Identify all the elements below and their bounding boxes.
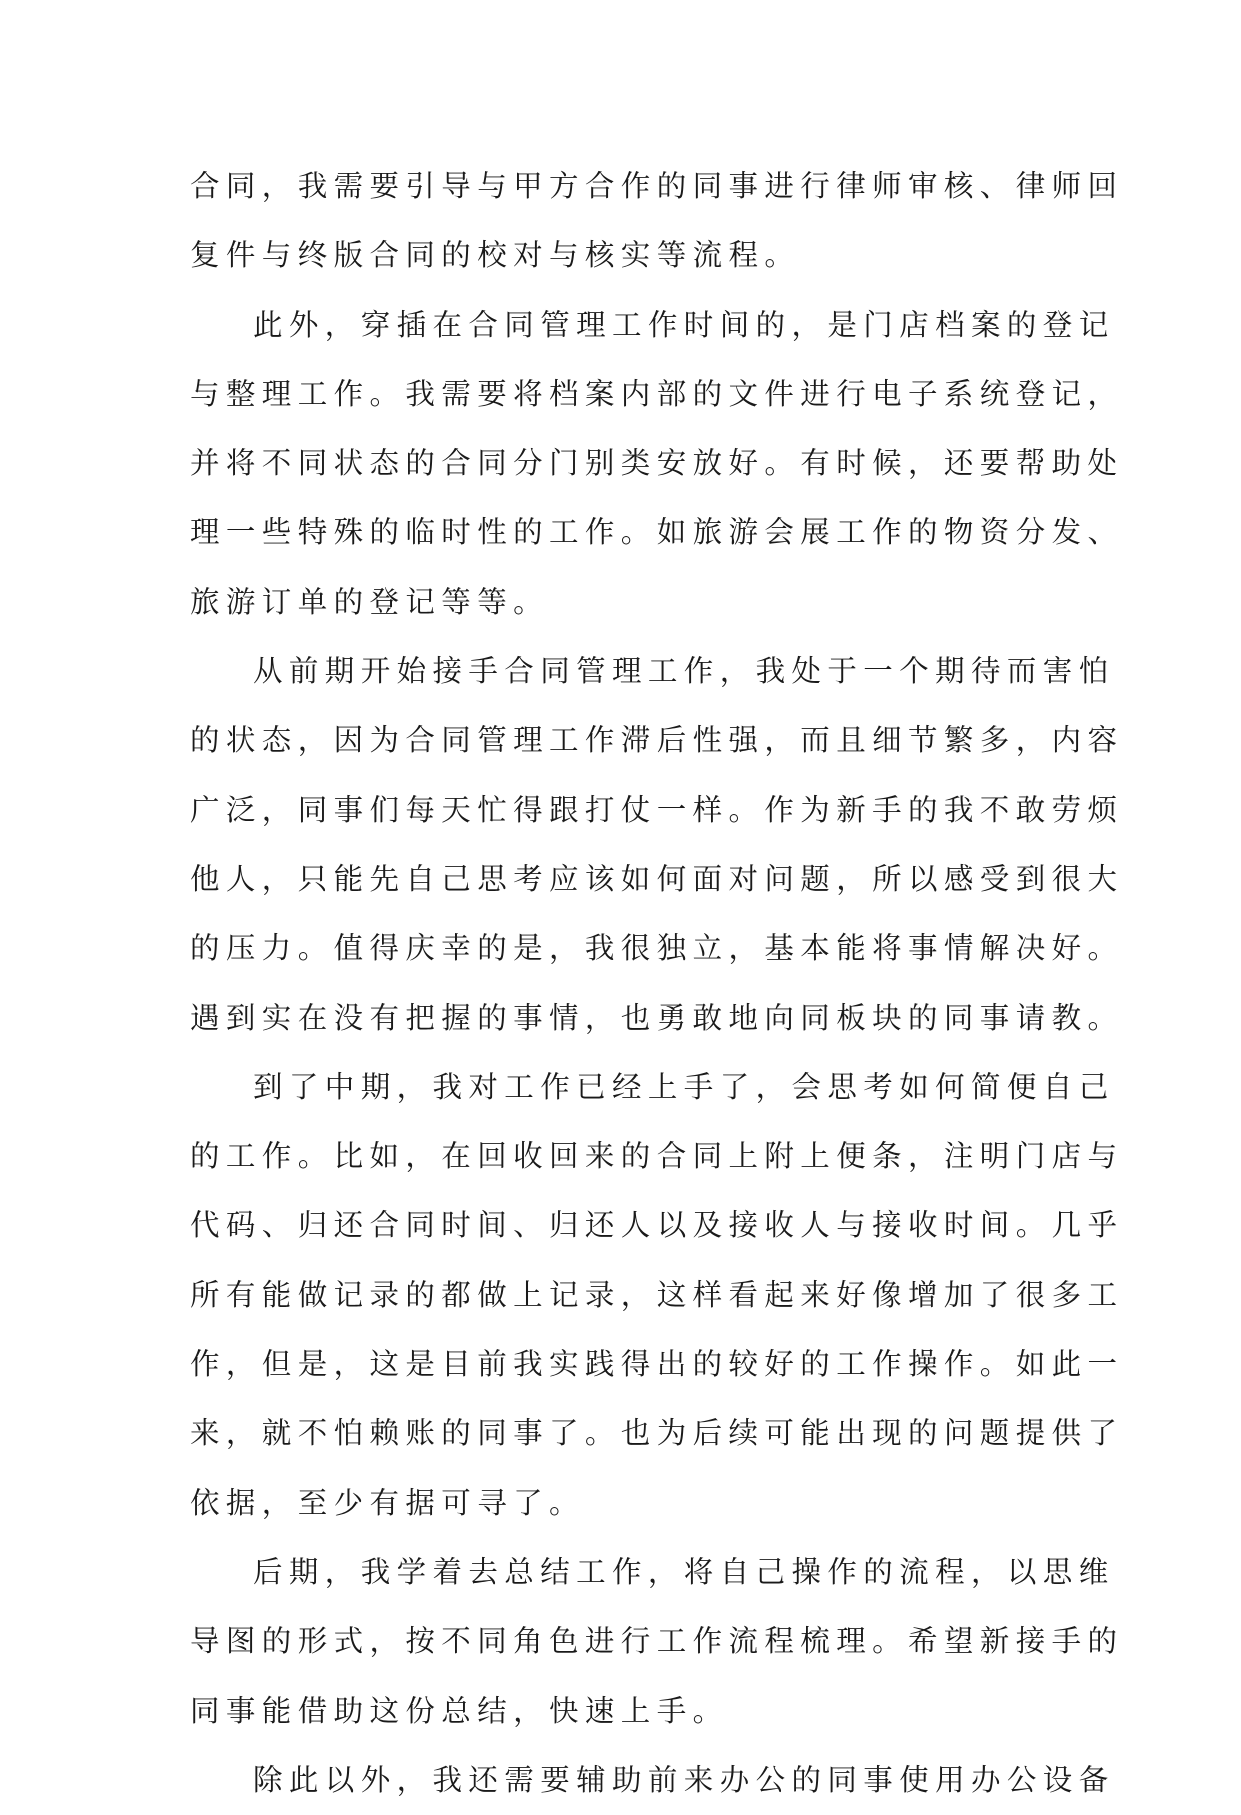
- paragraph-first-line: 除此以外，我还需要辅助前来办公的同事使用办公设备: [253, 1762, 1115, 1797]
- text-line: 复件与终版合同的校对与核实等流程。: [190, 238, 801, 273]
- text-line: 来，就不怕赖账的同事了。也为后续可能出现的问题提供了: [190, 1416, 1124, 1451]
- text-line: 代码、归还合同时间、归还人以及接收人与接收时间。几乎: [190, 1208, 1124, 1243]
- paragraph-first-line: 后期，我学着去总结工作，将自己操作的流程，以思维: [253, 1554, 1115, 1589]
- text-line: 合同，我需要引导与甲方合作的同事进行律师审核、律师回: [190, 169, 1124, 203]
- document-body: [190, 152, 1124, 1815]
- paragraph-first-line: 到了中期，我对工作已经上手了，会思考如何简便自己: [253, 1069, 1115, 1104]
- text-line: 与整理工作。我需要将档案内部的文件进行电子系统登记，: [190, 376, 1124, 411]
- text-line: 所有能做记录的都做上记录，这样看起来好像增加了很多工: [190, 1277, 1124, 1312]
- text-line: 同事能借助这份总结，快速上手。: [190, 1693, 729, 1728]
- text-line: 导图的形式，按不同角色进行工作流程梳理。希望新接手的: [190, 1624, 1124, 1659]
- paragraph-first-line: 从前期开始接手合同管理工作，我处于一个期待而害怕: [253, 654, 1115, 689]
- text-line: 理一些特殊的临时性的工作。如旅游会展工作的物资分发、: [190, 515, 1124, 550]
- text-line: 旅游订单的登记等等。: [190, 584, 550, 619]
- text-line: 依据，至少有据可寻了。: [190, 1485, 585, 1520]
- text-line: 的工作。比如，在回收回来的合同上附上便条，注明门店与: [190, 1139, 1124, 1174]
- text-line: 广泛，同事们每天忙得跟打仗一样。作为新手的我不敢劳烦: [190, 792, 1124, 827]
- text-line: 的压力。值得庆幸的是，我很独立，基本能将事情解决好。: [190, 931, 1124, 966]
- text-line: 的状态，因为合同管理工作滞后性强，而且细节繁多，内容: [190, 723, 1124, 758]
- text-line: 作，但是，这是目前我实践得出的较好的工作操作。如此一: [190, 1347, 1124, 1382]
- text-line: 他人，只能先自己思考应该如何面对问题，所以感受到很大: [190, 861, 1124, 896]
- text-line: 并将不同状态的合同分门别类安放好。有时候，还要帮助处: [190, 446, 1124, 481]
- text-line: 遇到实在没有把握的事情，也勇敢地向同板块的同事请教。: [190, 1000, 1124, 1035]
- paragraph-first-line: 此外，穿插在合同管理工作时间的，是门店档案的登记: [253, 307, 1115, 342]
